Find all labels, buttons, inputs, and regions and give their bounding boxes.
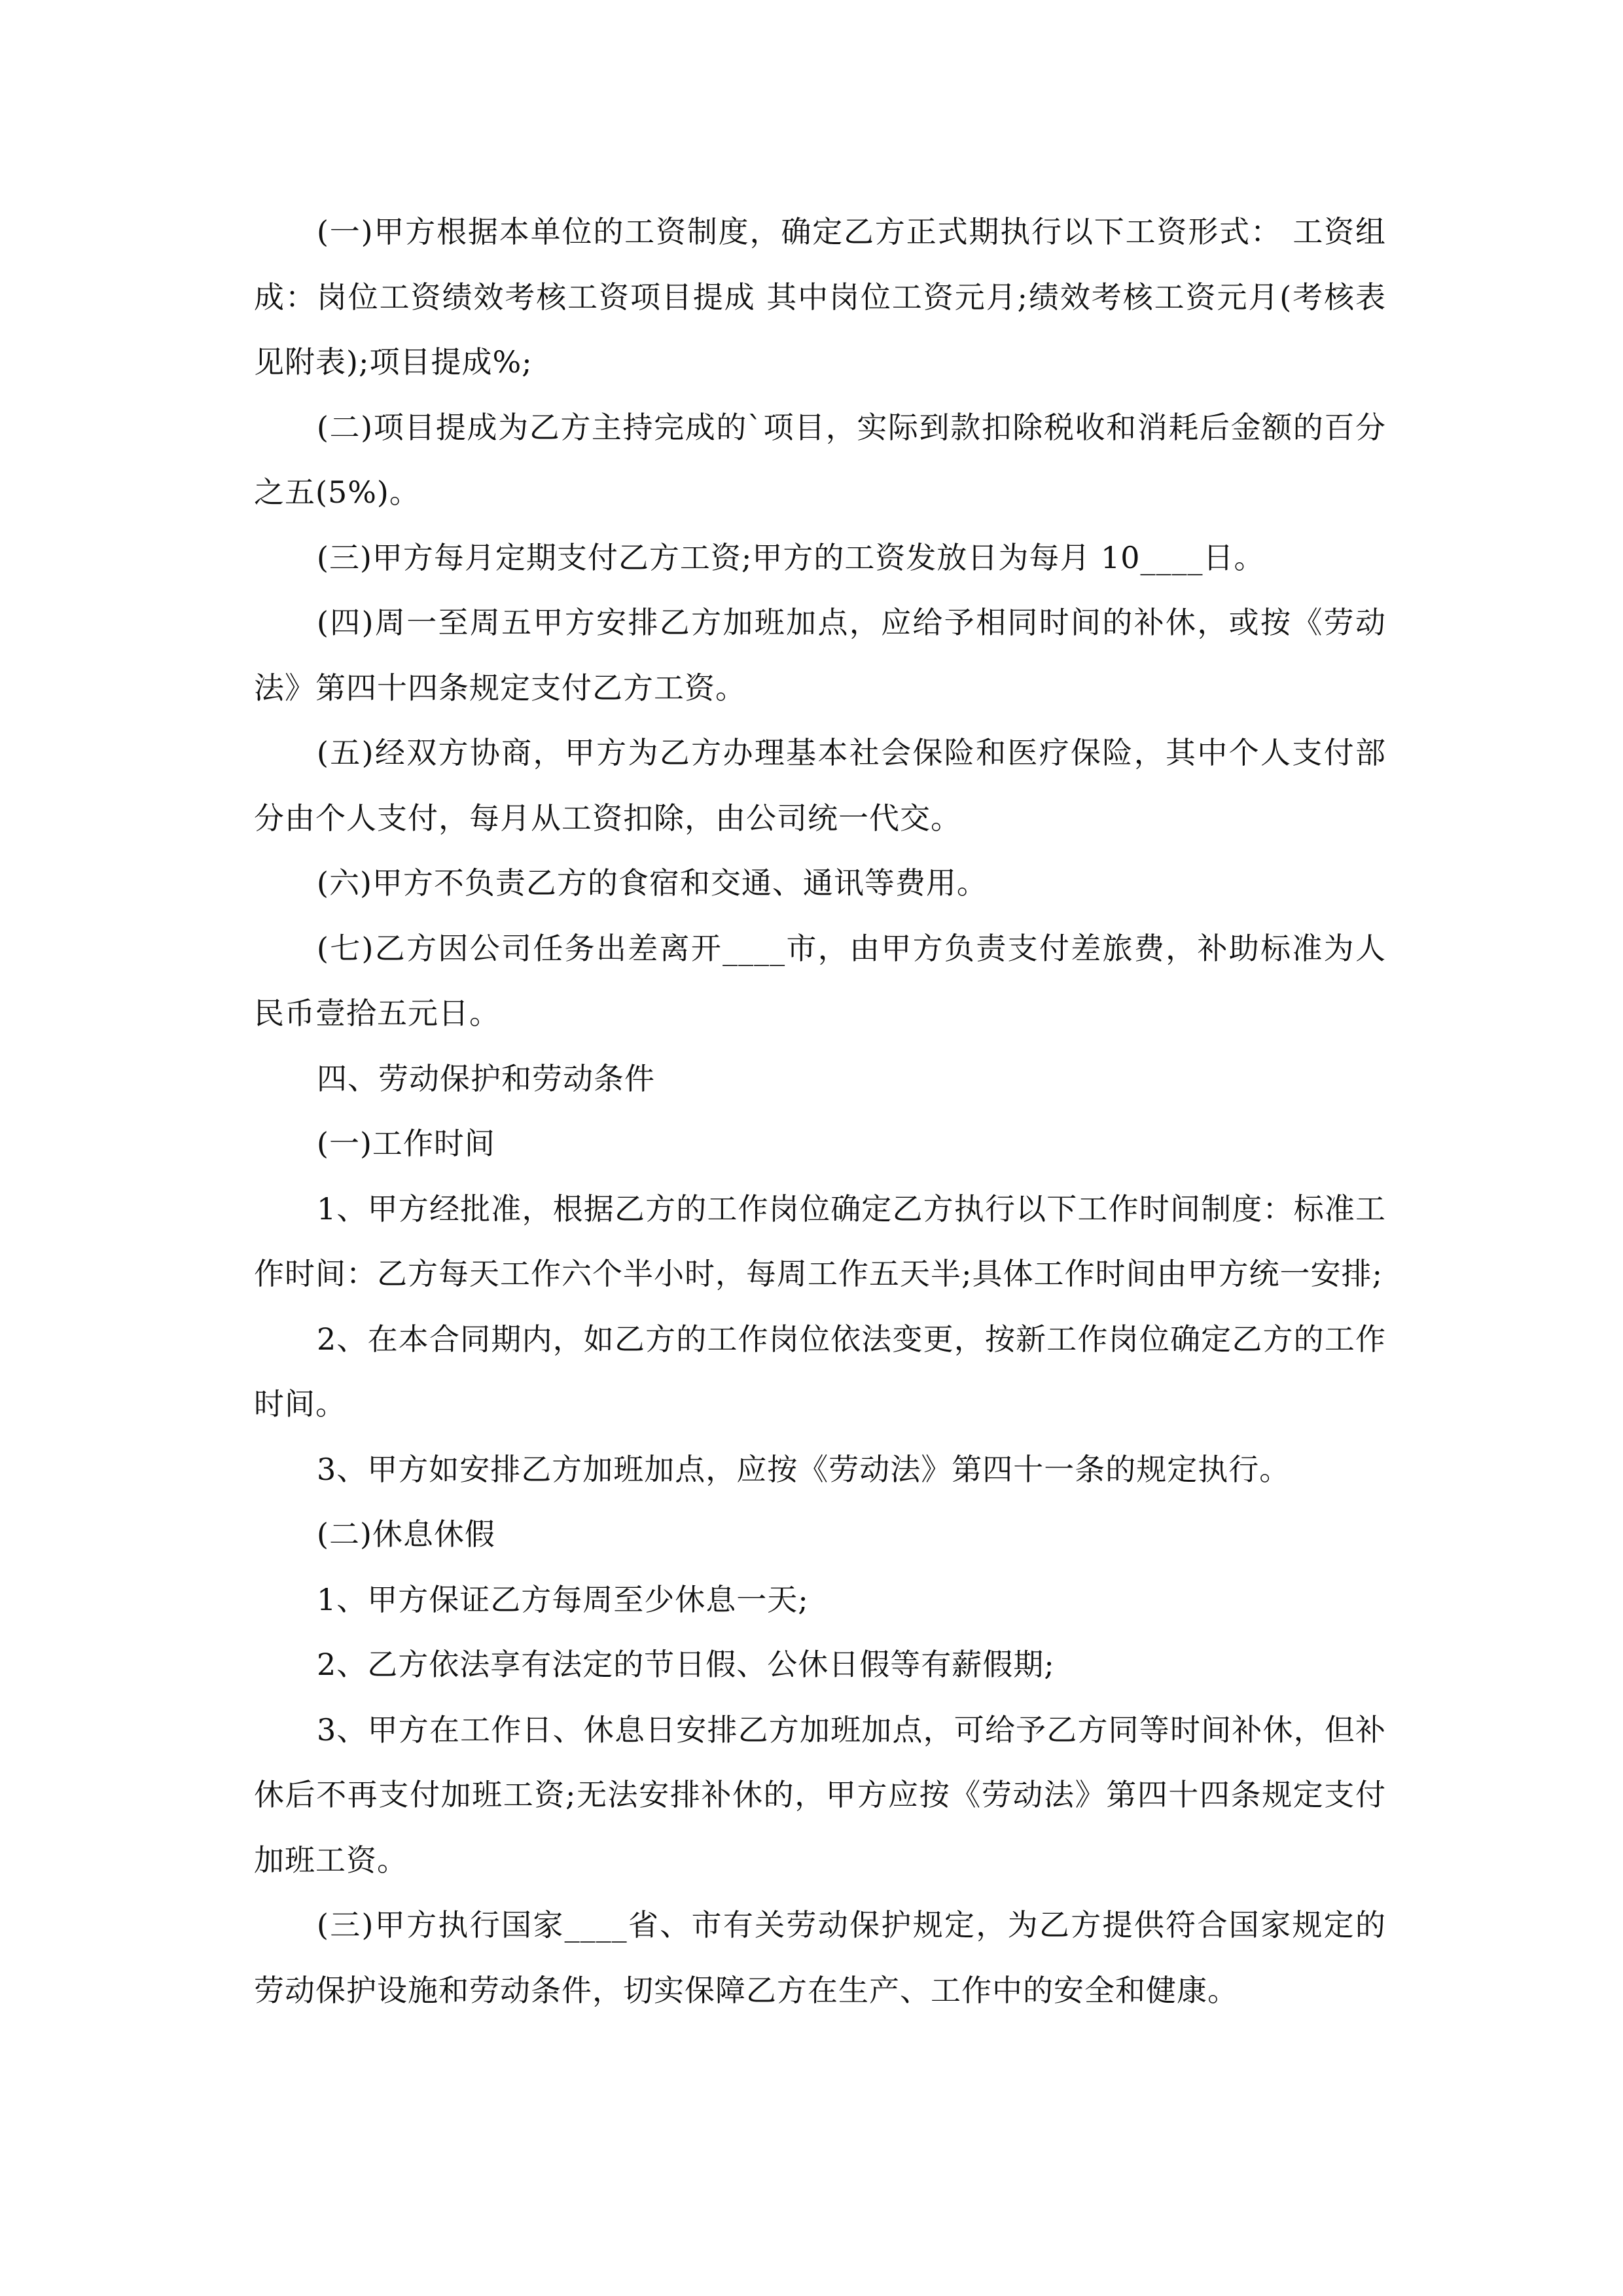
- paragraph-working-hours-system: 1、甲方经批准，根据乙方的工作岗位确定乙方执行以下工作时间制度：标准工作时间：乙方每天工作六个半小时，每周工作五天半;具体工作时间由甲方统一安排;: [254, 1191, 1386, 1291]
- paragraph-position-change: 2、在本合同期内，如乙方的工作岗位依法变更，按新工作岗位确定乙方的工作时间。: [254, 1321, 1386, 1422]
- subsection-heading-rest-leave: (二)休息休假: [317, 1516, 495, 1552]
- paragraph-social-insurance: (五)经双方协商，甲方为乙方办理基本社会保险和医疗保险，其中个人支付部分由个人支付，每月从工资扣除，由公司统一代交。: [254, 735, 1386, 836]
- paragraph-labor-protection-provisions: (三)甲方执行国家____省、市有关劳动保护规定，为乙方提供符合国家规定的劳动保护设施和劳动条件，切实保障乙方在生产、工作中的安全和健康。: [254, 1907, 1386, 2008]
- paragraph-travel-allowance: (七)乙方因公司任务出差离开____市，由甲方负责支付差旅费，补助标准为人民币壹拾五元日。: [254, 930, 1386, 1031]
- paragraph-project-commission: (二)项目提成为乙方主持完成的`项目，实际到款扣除税收和消耗后金额的百分之五(5%)。: [254, 409, 1386, 510]
- paragraph-overtime-weekday: (四)周一至周五甲方安排乙方加班加点，应给予相同时间的补休，或按《劳动法》第四十四条规定支付乙方工资。: [254, 605, 1386, 706]
- paragraph-weekly-rest: 1、甲方保证乙方每周至少休息一天;: [317, 1581, 809, 1617]
- paragraph-paid-holidays: 2、乙方依法享有法定的节日假、公休日假等有薪假期;: [317, 1647, 1055, 1682]
- section-heading-labor-protection: 四、劳动保护和劳动条件: [317, 1060, 655, 1096]
- paragraph-pay-day: (三)甲方每月定期支付乙方工资;甲方的工资发放日为每月 10____日。: [317, 539, 1265, 575]
- paragraph-wage-form: (一)甲方根据本单位的工资制度，确定乙方正式期执行以下工资形式： 工资组成：岗位工资绩效考核工资项目提成 其中岗位工资元月;绩效考核工资元月(考核表见附表);项目提成%;: [254, 214, 1386, 380]
- paragraph-overtime-rule: 3、甲方如安排乙方加班加点，应按《劳动法》第四十一条的规定执行。: [317, 1451, 1291, 1487]
- subsection-heading-working-hours: (一)工作时间: [317, 1126, 495, 1161]
- paragraph-compensatory-leave: 3、甲方在工作日、休息日安排乙方加班加点，可给予乙方同等时间补休，但补休后不再支付加班工资;无法安排补休的，甲方应按《劳动法》第四十四条规定支付加班工资。: [254, 1712, 1386, 1878]
- document-body: [254, 200, 1386, 2023]
- paragraph-living-expenses: (六)甲方不负责乙方的食宿和交通、通讯等费用。: [317, 865, 988, 901]
